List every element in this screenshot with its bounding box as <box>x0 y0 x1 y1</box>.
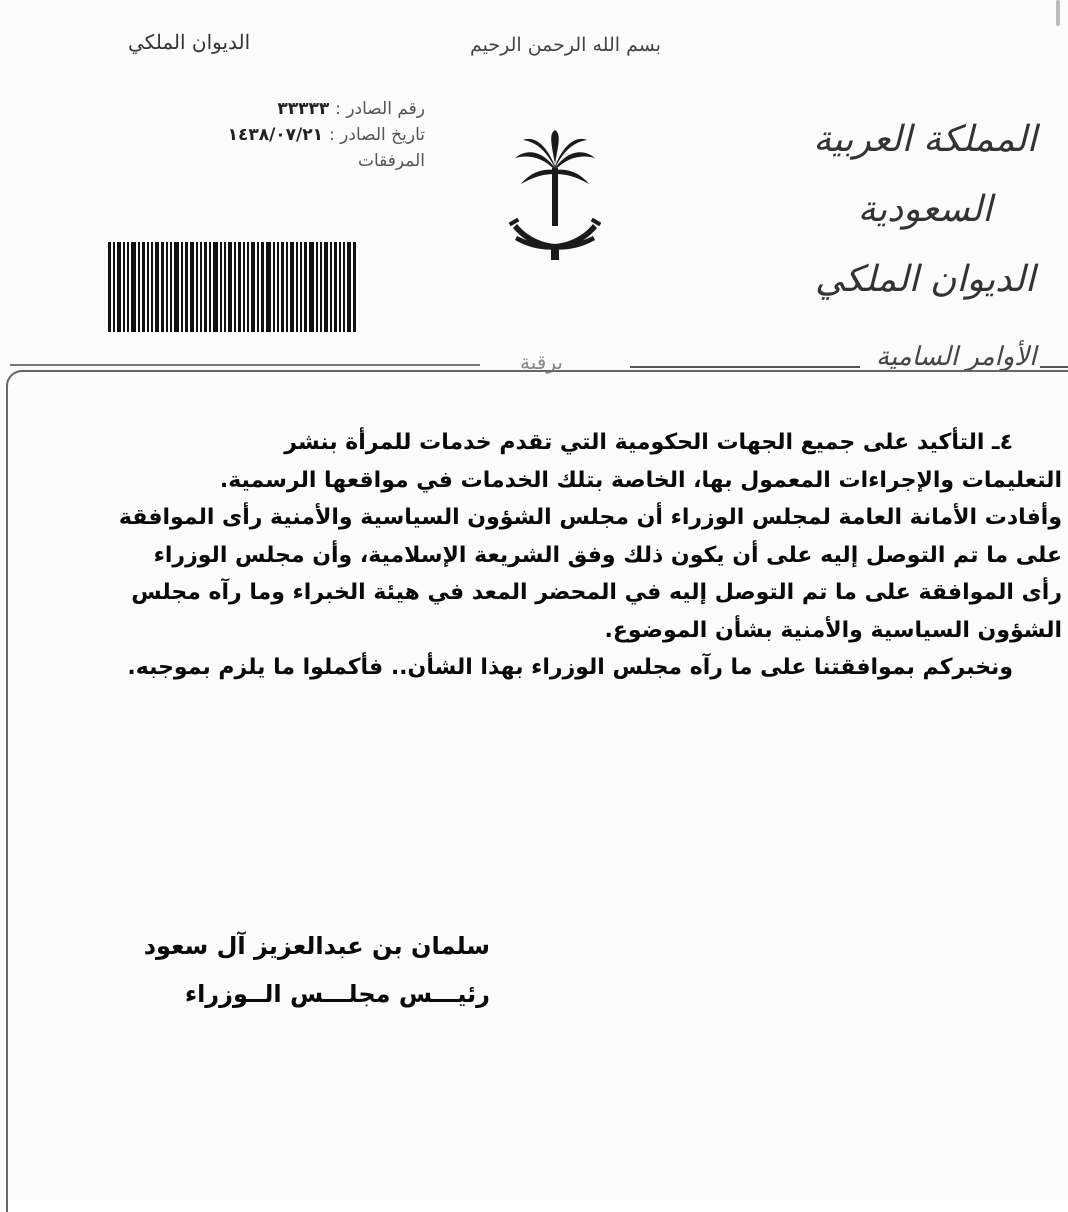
barcode-bar <box>339 242 341 332</box>
barcode-bar <box>257 242 259 332</box>
barcode-bar <box>330 242 332 332</box>
barcode-bar <box>353 242 356 332</box>
barcode-bar <box>181 242 183 332</box>
barcode-bar <box>155 242 159 332</box>
barcode-bar <box>243 242 245 332</box>
barcode-bar <box>220 242 222 332</box>
barcode-bar <box>316 242 318 332</box>
document-meta <box>135 96 425 174</box>
barcode-bar <box>281 242 284 332</box>
barcode-bar <box>224 242 226 332</box>
signature-block <box>90 922 490 1018</box>
barcode-bar <box>273 242 275 332</box>
outgoing-number-row <box>135 96 425 122</box>
barcode-bar <box>190 242 194 332</box>
barcode-bar <box>200 242 202 332</box>
barcode-bar <box>185 242 188 332</box>
barcode-bar <box>247 242 249 332</box>
barcode-bar <box>304 242 307 332</box>
barcode-bar <box>147 242 149 332</box>
outgoing-number-label: رقم الصادر : <box>335 99 425 119</box>
attachments-row <box>135 148 425 174</box>
barcode-bar <box>151 242 153 332</box>
barcode <box>108 242 420 332</box>
body-line: التعليمات والإجراءات المعمول بها، الخاصة بتلك الخدمات في مواقعها الرسمية. <box>219 467 1062 493</box>
royal-orders-label: الأوامر السامية <box>876 342 1037 372</box>
attachments-label: المرفقات <box>357 151 425 171</box>
barcode-bar <box>228 242 232 332</box>
letter-body <box>0 424 1068 687</box>
body-line: على ما تم التوصل إليه على أن يكون ذلك وفق الشريعة الإسلامية، وأن مجلس الوزراء <box>153 542 1062 568</box>
barcode-bar <box>296 242 298 332</box>
signatory-name: سلمان بن عبدالعزيز آل سعود <box>143 932 490 960</box>
outgoing-date-value: ١٤٣٨/٠٧/٢١ <box>227 125 324 145</box>
letterhead-title <box>790 105 1060 315</box>
body-line: ونخبركم بموافقتنا على ما رآه مجلس الوزراء بهذا الشأن.. فأكملوا ما يلزم بموجبه. <box>127 655 1013 680</box>
barcode-bar <box>277 242 279 332</box>
divider-line <box>10 364 480 366</box>
barcode-bar <box>300 242 302 332</box>
royal-court-name: الديوان الملكي <box>815 259 1035 300</box>
barcode-bar <box>123 242 125 332</box>
scrollbar-edge <box>1056 0 1060 26</box>
barcode-bar <box>142 242 145 332</box>
barcode-bar <box>138 242 140 332</box>
barcode-bar <box>309 242 314 332</box>
barcode-bar <box>127 242 129 332</box>
barcode-bar <box>196 242 198 332</box>
outgoing-date-label: تاريخ الصادر : <box>329 125 425 145</box>
body-line: الشؤون السياسية والأمنية بشأن الموضوع. <box>604 617 1062 643</box>
barcode-bar <box>334 242 337 332</box>
signatory-title: رئيـــس مجلـــس الــوزراء <box>184 980 490 1008</box>
divider-line <box>1040 366 1068 368</box>
diwan-top-label: الديوان الملكي <box>128 30 251 54</box>
body-line: رأى الموافقة على ما تم التوصل إليه في المحضر المعد في هيئة الخبراء وما رآه مجلس <box>131 580 1062 605</box>
barcode-bar <box>320 242 322 332</box>
barcode-bar <box>174 242 179 332</box>
barcode-bar <box>170 242 172 332</box>
body-line: وأفادت الأمانة العامة لمجلس الوزراء أن مجلس الشؤون السياسية والأمنية رأى الموافقة <box>118 505 1062 530</box>
barcode-bar <box>131 242 136 332</box>
barcode-bar <box>261 242 264 332</box>
barcode-bar <box>213 242 218 332</box>
barcode-bar <box>251 242 255 332</box>
barcode-bar <box>204 242 207 332</box>
barcode-bar <box>117 242 121 332</box>
barcode-bar <box>266 242 271 332</box>
barcode-bar <box>113 242 115 332</box>
barcode-bar <box>166 242 168 332</box>
outgoing-date-row <box>135 122 425 148</box>
barcode-bar <box>324 242 328 332</box>
divider-line <box>630 366 860 368</box>
barcode-bar <box>286 242 288 332</box>
barcode-bar <box>234 242 236 332</box>
barcode-bar <box>347 242 351 332</box>
body-line: ٤ـ التأكيد على جميع الجهات الحكومية التي تقدم خدمات للمرأة بنشر <box>284 430 1013 455</box>
saudi-emblem-icon <box>505 128 605 268</box>
barcode-bar <box>290 242 294 332</box>
barcode-bar <box>238 242 241 332</box>
basmala: بسم الله الرحمن الرحيم <box>470 34 661 56</box>
outgoing-number-value: ٣٣٣٣٣ <box>277 99 330 119</box>
barcode-bar <box>343 242 345 332</box>
barcode-bar <box>209 242 211 332</box>
kingdom-name: المملكة العربية السعودية <box>813 119 1037 230</box>
barcode-bar <box>161 242 164 332</box>
barcode-bar <box>108 242 111 332</box>
cable-label: برقية <box>520 350 563 374</box>
